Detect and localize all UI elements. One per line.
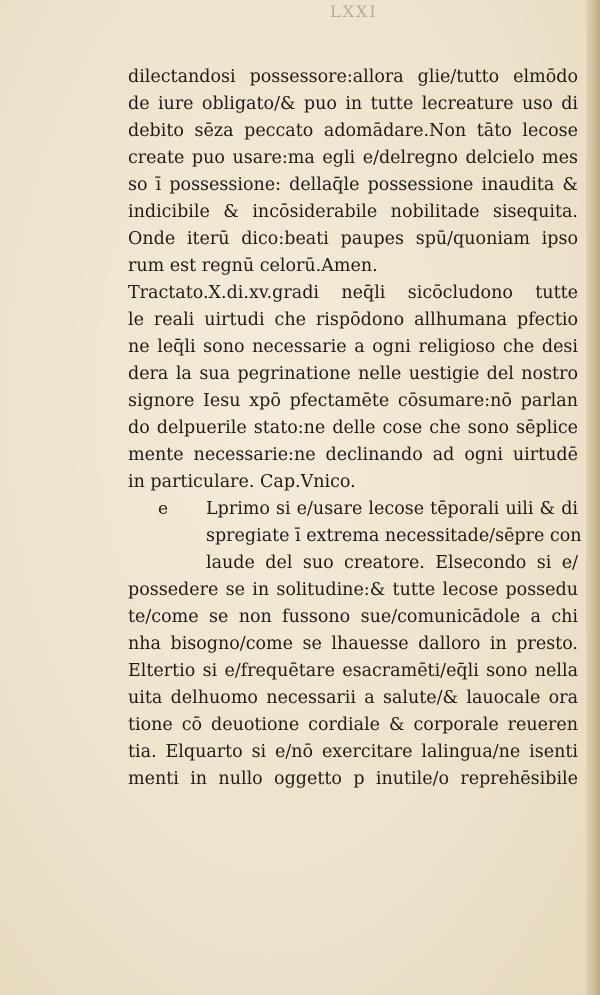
chapter-heading-line: signore Iesu xpō pfectamēte cōsumare:nō parlan [128,391,578,411]
text-line: dilectandosi possessore:allora glie/tutto elmōdo [128,67,578,87]
text-block [128,64,582,793]
text-line: tia. Elquarto si e/nō exercitare lalingua/ne isenti [128,742,578,762]
folio-number: LXXI [330,2,378,21]
text-line: nha bisogno/come se lhauesse dalloro in presto. [128,634,578,654]
text-line: possedere se in solitudine:& tutte lecose possedu [128,580,578,600]
text-line-content: Lprimo si e/usare lecose tēporali uili & di [206,499,578,519]
text-line: te/come se non fussono sue/comunicādole a chi [128,607,578,627]
chapter-heading-line: Tractato.X.di.xv.gradi neq̄li sicōcludono tutte [128,283,578,303]
chapter-label-line: in particulare. Cap.Vnico. [128,472,356,492]
text-line [128,496,578,523]
text-line: uita delhuomo necessarii a salute/& lauocale ora [128,688,578,708]
text-line: indicibile & incōsiderabile nobilitade sisequita. [128,202,578,222]
text-line: debito sēza peccato adomādare.Non tāto lecose [128,121,578,141]
initial-guide-letter: e [158,499,169,519]
text-line: Eltertio si e/frequētare esacramēti/eq̄li sono nella [128,661,578,681]
page-edge [586,0,600,995]
text-line: create puo usare:ma egli e/delregno delcielo mes [128,148,578,168]
text-line: de iure obligato/& puo in tutte lecreature uso di [128,94,578,114]
chapter-heading-line: le reali uirtudi che rispōdono allhumana pfectio [128,310,578,330]
text-line: rum est regnū celorū.Amen. [128,256,378,276]
chapter-heading-line: do delpuerile stato:ne delle cose che sono sēplice [128,418,578,438]
chapter-heading-line: ne leq̄li sono necessarie a ogni religioso che desi [128,337,578,357]
chapter-heading-line: mente necessarie:ne declinando ad ogni uirtudē [128,445,578,465]
text-line: spregiate ī extrema necessitade/sēpre con [206,526,582,546]
text-line: menti in nullo oggetto p inutile/o reprehēsibile [128,769,578,789]
text-line: Onde iterū dico:beati paupes spū/quoniam ipso [128,229,578,249]
text-line: laude del suo creatore. Elsecondo si e/ [206,553,578,573]
chapter-heading-line: dera la sua pegrinatione nelle uestigie del nostro [128,364,578,384]
text-line: tione cō deuotione cordiale & corporale reueren [128,715,578,735]
text-line: so ī possessione: dellaq̄le possessione inaudita & [128,175,578,195]
